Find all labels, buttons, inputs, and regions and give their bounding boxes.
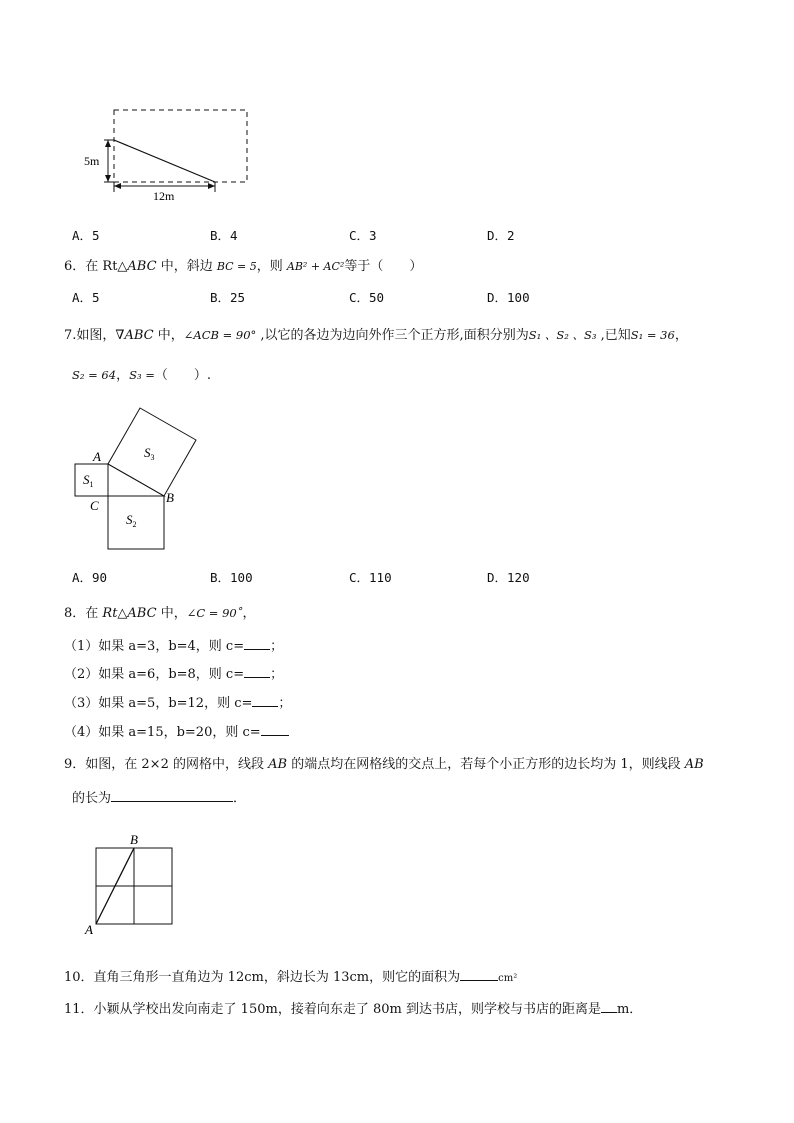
s2-label: $S_2$ — [126, 512, 137, 529]
q7-option-b[interactable]: B．100 — [210, 570, 253, 585]
question-7-line-1: 7.如图，∇ABC 中，∠ACB = 90° ,以它的各边为边向外作三个正方形,面积分别为S₁ 、S₂ 、S₃ ,已知S₁ = 36， — [64, 328, 688, 343]
question-9-line-2: 的长为 ． — [72, 791, 247, 806]
vertex-c-label: C — [90, 498, 99, 513]
question-8-title: 8．在 Rt△ABC 中，∠C = 90˚， — [64, 606, 256, 621]
q5-option-d[interactable]: D．2 — [487, 228, 515, 243]
question-8-item-3: （3）如果 a=5，b=12，则 c= ； — [64, 696, 292, 711]
question-8-item-4: （4）如果 a=15，b=20，则 c= — [64, 723, 289, 741]
answer-blank-11[interactable] — [601, 1000, 617, 1013]
vertex-b-label: B — [166, 490, 174, 505]
width-label: 12m — [153, 189, 175, 203]
answer-blank-10[interactable] — [460, 968, 498, 981]
q7-option-d[interactable]: D．120 — [487, 570, 530, 585]
q7-option-c[interactable]: C．110 — [349, 570, 392, 585]
rectangle-figure — [80, 100, 260, 210]
grid-figure — [82, 830, 182, 938]
point-a-label: A — [85, 922, 93, 937]
q5-option-c[interactable]: C．3 — [349, 228, 377, 243]
q6-option-d[interactable]: D．100 — [487, 290, 530, 305]
q6-option-a[interactable]: A．5 — [72, 290, 100, 305]
question-9-line-1: 9．如图，在 2×2 的网格中，线段 AB 的端点均在网格线的交点上，若每个小正方形的边长均为 1，则线段 AB — [64, 757, 704, 772]
answer-blank-8-1[interactable] — [244, 637, 270, 650]
question-6: 6．在 Rt△ABC 中，斜边 BC = 5，则 AB² + AC²等于（ ） — [64, 259, 423, 274]
question-8-item-2: （2）如果 a=6，b=8，则 c= ； — [64, 667, 284, 682]
s1-label: $S_1$ — [83, 472, 94, 489]
triangle-abc — [108, 464, 164, 496]
pythagoras-squares-figure — [64, 400, 204, 555]
question-7-line-2: S₂ = 64，S₃ =（ ）. — [72, 368, 212, 383]
q6-option-c[interactable]: C．50 — [349, 290, 385, 305]
question-8-item-1: （1）如果 a=3，b=4，则 c= ； — [64, 639, 284, 654]
height-label: 5m — [84, 154, 100, 168]
dashed-rectangle — [114, 110, 247, 182]
q5-option-b[interactable]: B．4 — [210, 228, 238, 243]
q7-option-a[interactable]: A．90 — [72, 570, 108, 585]
question-10: 10．直角三角形一直角边为 12cm，斜边长为 13cm，则它的面积为 cm² — [64, 970, 518, 985]
answer-blank-9[interactable] — [111, 789, 233, 802]
answer-blank-8-4[interactable] — [261, 723, 289, 736]
point-b-label: B — [130, 832, 138, 847]
s3-label: $S_3$ — [144, 445, 155, 462]
q5-option-a[interactable]: A．5 — [72, 228, 100, 243]
question-11: 11．小颖从学校出发向南走了 150m，接着向东走了 80m 到达书店，则学校与书店的距离是 m． — [64, 1002, 643, 1017]
diagonal-line — [114, 140, 215, 182]
q6-option-b[interactable]: B．25 — [210, 290, 246, 305]
square-s3 — [108, 408, 196, 496]
answer-blank-8-3[interactable] — [252, 694, 278, 707]
answer-blank-8-2[interactable] — [244, 665, 270, 678]
vertex-a-label: A — [93, 449, 101, 464]
